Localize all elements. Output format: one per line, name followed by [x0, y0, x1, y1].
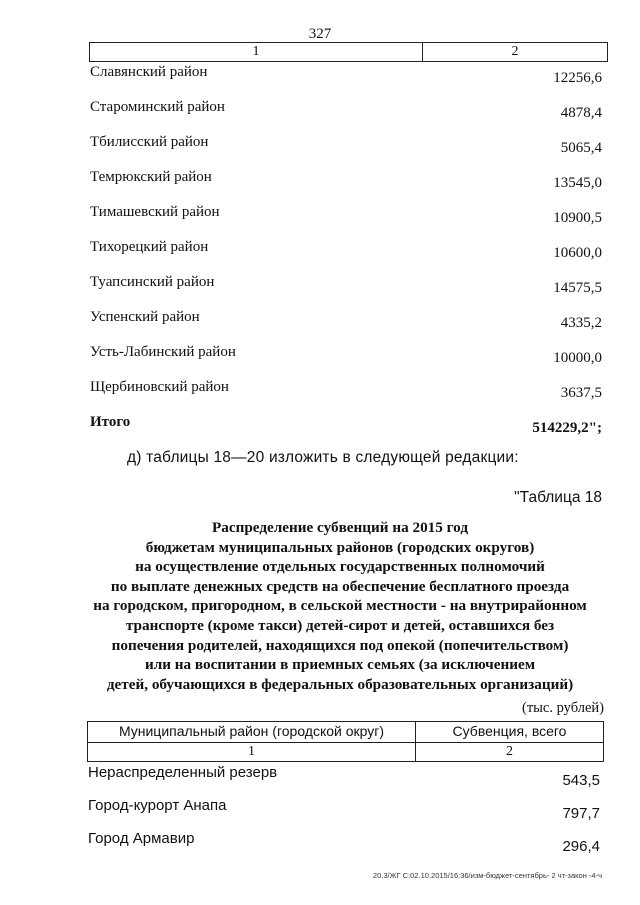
top-header-col-1: 1 — [90, 43, 423, 61]
amendment-note: д) таблицы 18—20 изложить в следующей редакции: — [127, 449, 519, 466]
district-value: 543,5 — [562, 772, 600, 789]
district-value: 797,7 — [562, 805, 600, 822]
table-row — [88, 830, 600, 855]
table-row — [90, 64, 602, 84]
district-value: 3637,5 — [560, 385, 602, 401]
total-row — [90, 414, 602, 434]
heading-line: транспорте (кроме такси) детей-сирот и детей, оставшихся без — [125, 616, 555, 634]
district-value: 10600,0 — [553, 245, 602, 261]
table-row — [90, 309, 602, 329]
header-district-title: Муниципальный район (городской округ) — [88, 722, 416, 742]
table-row — [90, 379, 602, 399]
heading-line: или на воспитании в приемных семьях (за исключением — [144, 656, 536, 674]
header-titles-row — [88, 722, 603, 742]
district-value: 5065,4 — [560, 140, 602, 156]
district-value: 13545,0 — [553, 175, 602, 191]
table-row — [90, 169, 602, 189]
district-name: Успенский район — [90, 309, 200, 325]
district-value: 10000,0 — [553, 350, 602, 366]
total-label: Итого — [90, 414, 131, 430]
total-value: 514229,2"; — [532, 420, 602, 436]
table-label: "Таблица 18 — [514, 489, 602, 506]
header-numbers-row — [88, 742, 603, 761]
district-value: 14575,5 — [553, 280, 602, 296]
footer-stamp: 20.3/ЖГ С:02.10.2015/16:36/изм-бюджет-сентябрь- 2 чт-закон -4-ч — [372, 871, 602, 880]
district-value: 4878,4 — [560, 105, 602, 121]
page-number: 327 — [308, 26, 332, 42]
heading-line: по выплате денежных средств на обеспечение бесплатного проезда — [110, 577, 570, 595]
table-heading — [70, 518, 610, 694]
table-row — [90, 274, 602, 294]
district-value: 12256,6 — [553, 70, 602, 86]
table-row — [90, 134, 602, 154]
district-name: Туапсинский район — [90, 274, 215, 290]
table-row — [90, 239, 602, 259]
district-name: Щербиновский район — [90, 379, 229, 395]
district-name: Нераспределенный резерв — [88, 764, 278, 781]
heading-line: Распределение субвенций на 2015 год — [211, 519, 468, 536]
top-table-header — [89, 42, 608, 62]
table-row — [90, 99, 602, 119]
heading-line: на городском, пригородном, в сельской местности - на внутрирайонном — [93, 597, 587, 615]
district-name: Темрюкский район — [90, 169, 212, 185]
heading-line: попечения родителей, находящихся под опекой (попечительством) — [111, 636, 569, 654]
district-name: Староминский район — [90, 99, 225, 115]
bottom-table-header — [87, 721, 604, 762]
unit-label: (тыс. рублей) — [522, 700, 604, 716]
heading-line: на осуществление отдельных государственных полномочий — [135, 558, 545, 576]
district-name: Усть-Лабинский район — [90, 344, 236, 360]
district-value: 4335,2 — [560, 315, 602, 331]
table-row — [88, 797, 600, 822]
district-name: Тимашевский район — [90, 204, 220, 220]
header-number-2: 2 — [506, 744, 513, 759]
district-name: Тихорецкий район — [90, 239, 209, 255]
heading-line: детей, обучающихся в федеральных образовательных организаций) — [106, 675, 574, 693]
table-row — [88, 764, 600, 789]
district-value: 296,4 — [562, 838, 600, 855]
district-name: Славянский район — [90, 64, 208, 80]
district-name: Город Армавир — [88, 830, 195, 847]
district-name: Город-курорт Анапа — [88, 797, 227, 814]
table-row — [90, 204, 602, 224]
top-header-col-2: 2 — [511, 44, 519, 59]
heading-line: бюджетам муниципальных районов (городских округов) — [145, 538, 535, 556]
district-value: 10900,5 — [553, 210, 602, 226]
table-row — [90, 344, 602, 364]
district-name: Тбилисский район — [90, 134, 209, 150]
header-number-1: 1 — [88, 743, 416, 761]
header-subvention-title: Субвенция, всего — [452, 723, 567, 739]
